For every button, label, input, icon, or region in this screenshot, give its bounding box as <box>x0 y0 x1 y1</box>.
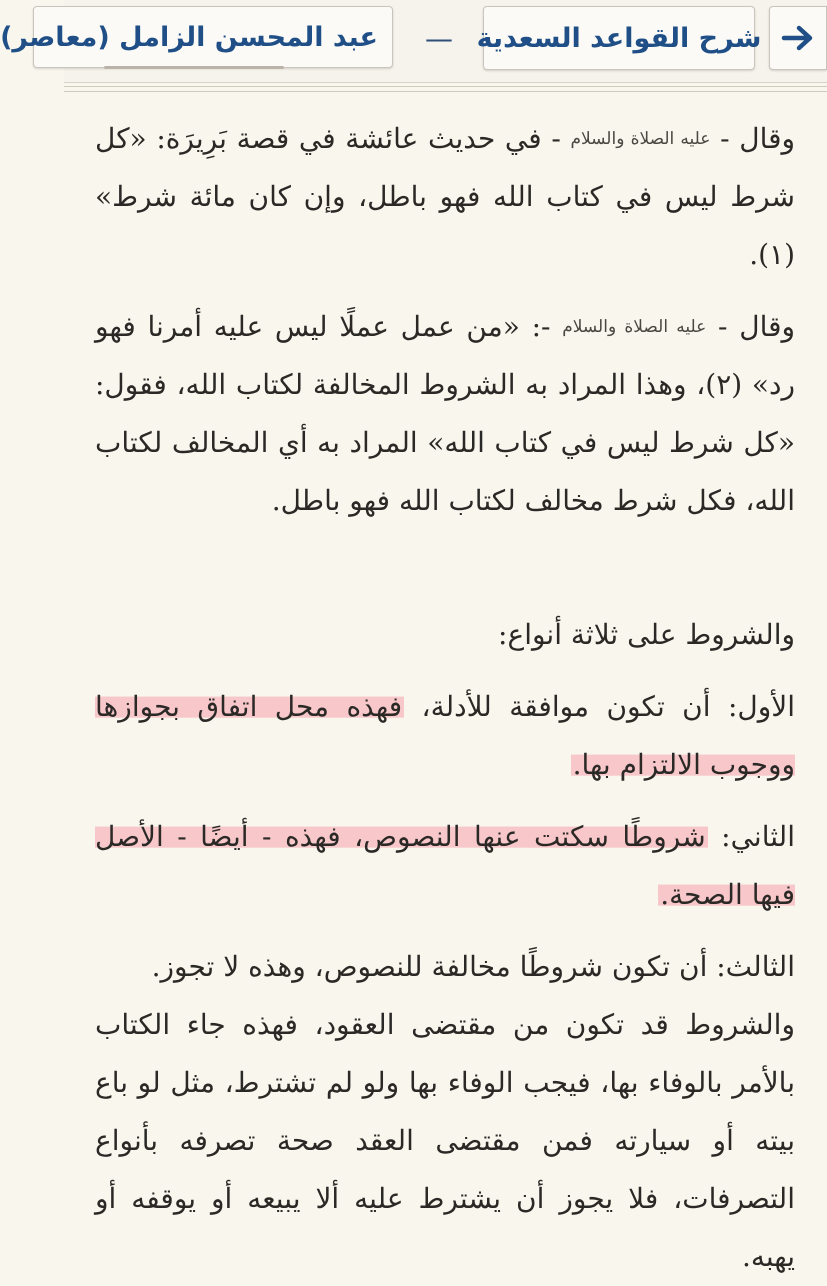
top-navigation-bar <box>0 0 827 83</box>
tab-scroll-indicator[interactable] <box>104 66 284 69</box>
book-title-tab[interactable] <box>476 6 762 70</box>
paragraph-conditions-types: والشروط على ثلاثة أنواع: <box>498 618 795 651</box>
book-title: شرح القواعد السعدية <box>476 22 762 54</box>
arrow-right-icon <box>781 24 815 52</box>
paragraph-second-type: الثاني: شروطًا سكتت عنها النصوص، فهذه - أيضًا - الأصل فيها الصحة. <box>95 820 795 911</box>
paragraph-third-type: الثالث: أن تكون شروطًا مخالفة للنصوص، وهذه لا تجوز. <box>151 950 795 983</box>
author-tab[interactable] <box>0 6 393 68</box>
author-name: عبد المحسن الزامل (معاصر) <box>0 21 378 53</box>
paragraph-contract-conditions: والشروط قد تكون من مقتضى العقود، فهذه جاء الكتاب بالأمر بالوفاء بها، فيجب الوفاء بها ولو لم تشترط، مثل لو باع بيته أو سيارته فمن مقتضى العقد صحة تصرفه بأنواع التصرفات، فلا يجوز أن يشترط عليه ألا يبيعه أو يوقفه أو يهبه. <box>95 1008 795 1273</box>
paragraph-hadith-barira: وقال - عليه الصلاة والسلام - في حديث عائشة في قصة بَرِيرَة: «كل شرط ليس في كتاب الله فهو باطل، وإن كان مائة شرط» (١). <box>95 122 796 271</box>
back-button[interactable] <box>769 6 827 70</box>
title-separator: — <box>425 22 453 55</box>
header-divider <box>64 86 827 92</box>
book-page-content <box>95 110 795 1286</box>
honorific-glyph: عليه الصلاة والسلام <box>562 317 707 337</box>
paragraph-hadith-radd: وقال - عليه الصلاة والسلام -: «من عمل عملًا ليس عليه أمرنا فهو رد» (٢)، وهذا المراد به الشروط المخالفة لكتاب الله، فقول: «كل شرط ليس في كتاب الله» المراد به أي المخالف لكتاب الله، فكل شرط مخالف لكتاب الله فهو باطل. <box>95 310 796 517</box>
paragraph-first-type: الأول: أن تكون موافقة للأدلة، فهذه محل اتفاق بجوازها ووجوب الالتزام بها. <box>95 690 795 781</box>
honorific-glyph: عليه الصلاة والسلام <box>570 129 711 149</box>
highlighted-text: فهذه محل اتفاق بجوازها ووجوب الالتزام بها. <box>95 690 795 781</box>
highlighted-text: شروطًا سكتت عنها النصوص، فهذه - أيضًا - الأصل فيها الصحة. <box>95 820 795 911</box>
